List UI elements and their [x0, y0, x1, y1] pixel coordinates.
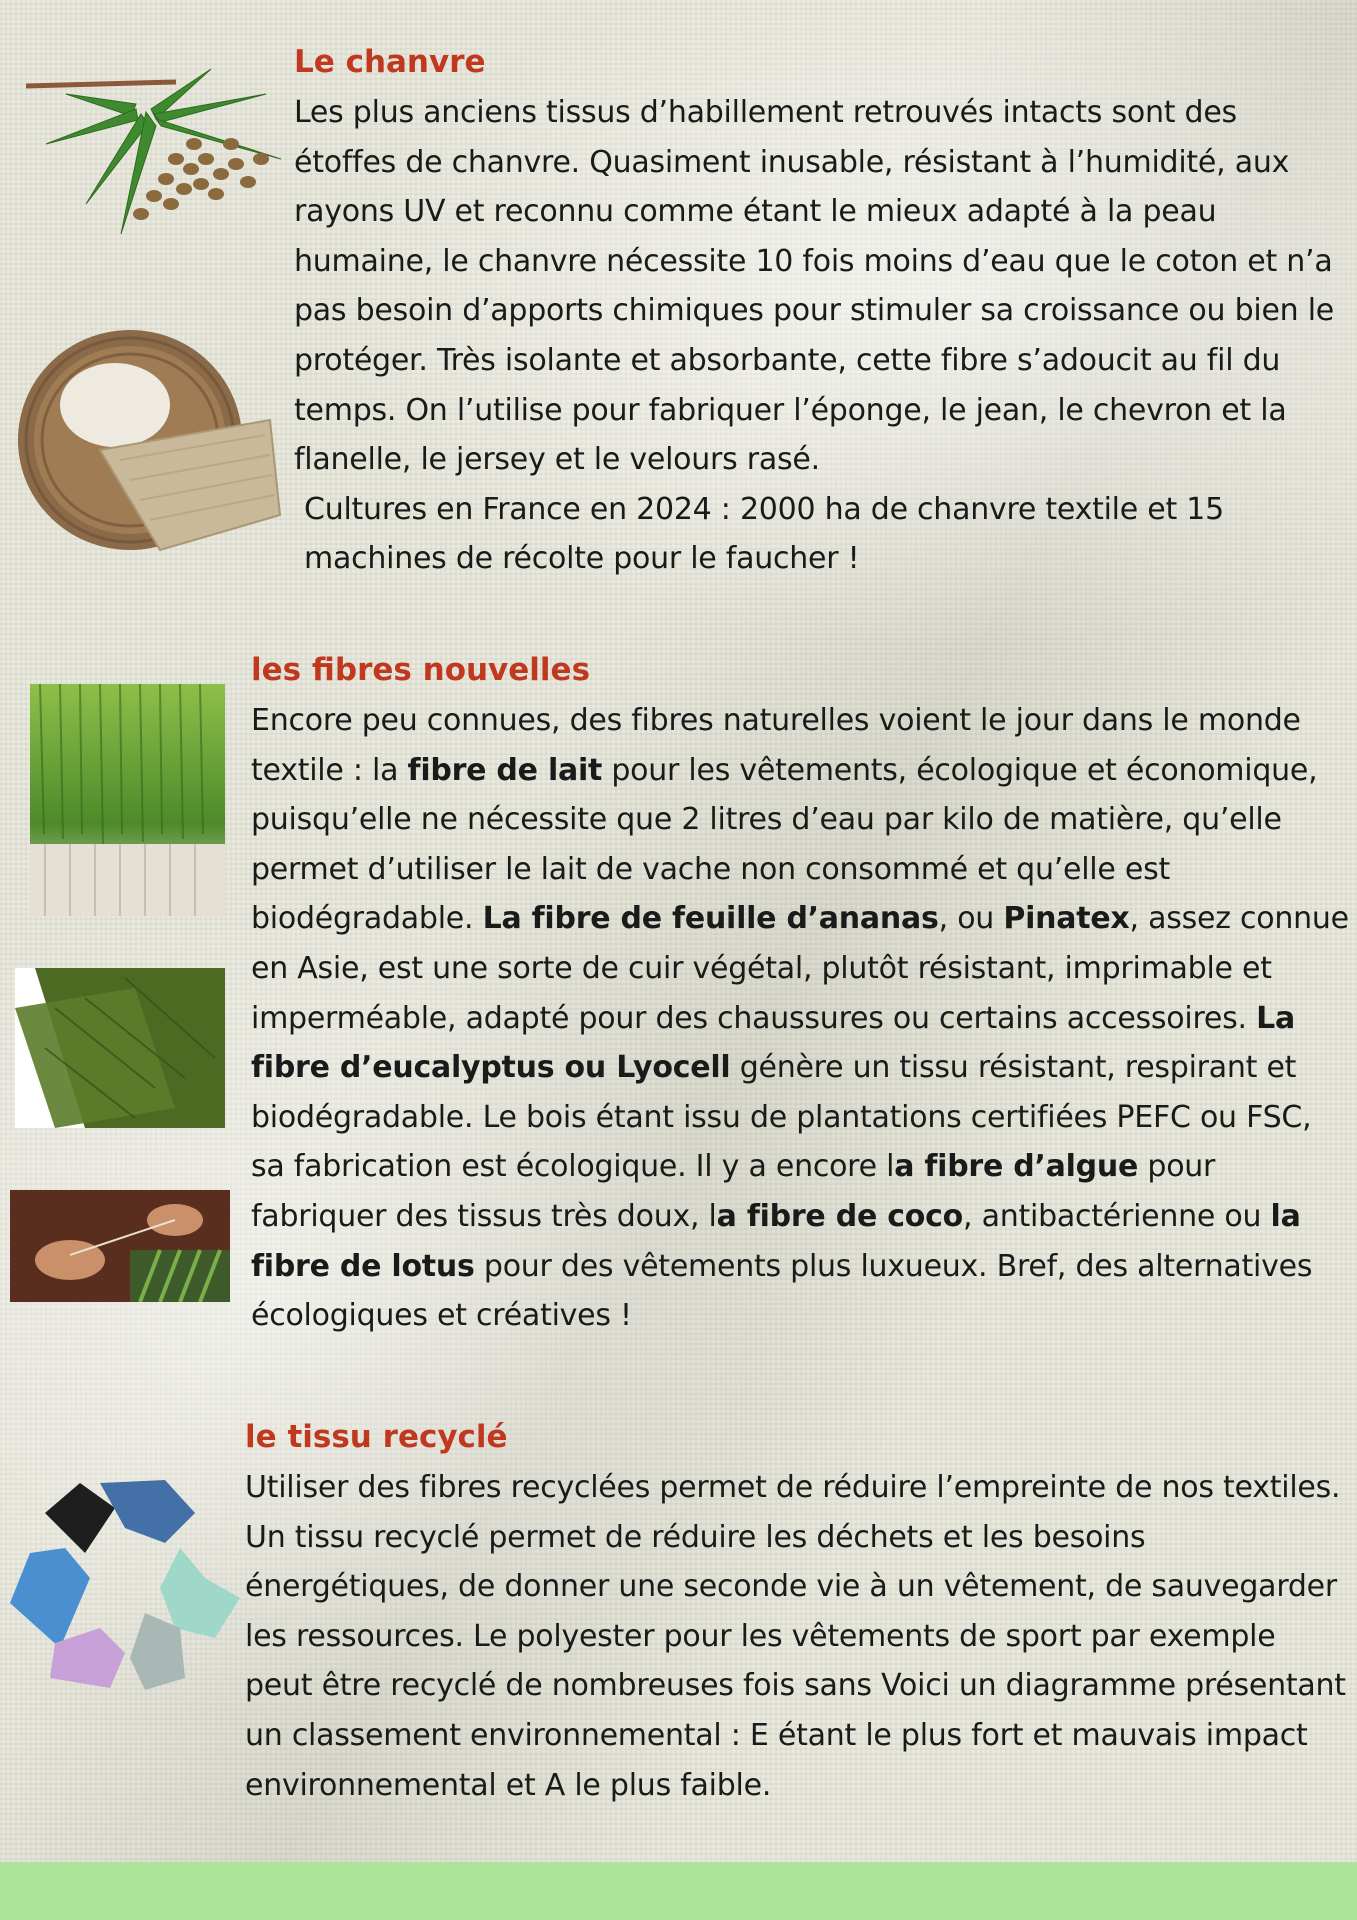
- term-pinatex: Pinatex: [1003, 901, 1130, 937]
- lotus-fibre-hands-image: [10, 1190, 230, 1302]
- section-fibres-nouvelles: [251, 650, 1351, 1341]
- term-fibre-lotus: la fibre de lotus: [251, 1198, 1301, 1284]
- term-fibre-coco: a fibre de coco: [716, 1198, 964, 1234]
- term-fibre-ananas: La fibre de feuille d’ananas: [482, 901, 939, 937]
- recycle-fabric-icon: [5, 1478, 245, 1693]
- basket-cloth-image: [10, 300, 285, 565]
- hemp-leaf-seeds-image: [26, 64, 296, 242]
- section-chanvre: [294, 42, 1344, 584]
- section-tissu-recycle: [245, 1417, 1350, 1810]
- term-fibre-eucalyptus: La fibre d’eucalyptus ou Lyocell: [251, 1000, 1295, 1086]
- term-fibre-algue: a fibre d’algue: [894, 1149, 1139, 1185]
- section-title-chanvre: Le chanvre: [294, 44, 486, 80]
- section-title-tissu-recycle: le tissu recyclé: [245, 1419, 508, 1455]
- section-body-fibres-nouvelles: Encore peu connues, des fibres naturelles voient le jour dans le monde textile : la fibre de lait pour les vêtements, écologique et économique, puisqu’elle ne nécessite que 2 litres d’eau par kilo de matière, qu’elle permet d’utiliser le lait de vache non consommé et qu’elle est biodégradable. La fibre de feuille d’ananas, ou Pinatex, assez connue en Asie, est une sorte de cuir végétal, plutôt résistant, imprimable et imperméable, adapté pour des chaussures ou certains accessoires. La fibre d’eucalyptus ou Lyocell génère un tissu résistant, respirant et biodégradable. Le bois étant issu de plantations certifiées PEFC ou FSC, sa fabrication est écologique. Il y a encore la fibre d’algue pour fabriquer des tissus très doux, la fibre de coco, antibactérienne ou la fibre de lotus pour des vêtements plus luxueux. Bref, des alternatives écologiques et créatives !: [251, 703, 1349, 1334]
- section-body-chanvre: Les plus anciens tissus d’habillement retrouvés intacts sont des étoffes de chanvre. Quasiment inusable, résistant à l’humidité, aux rayons UV et reconnu comme étant le mieux adapté à la peau humaine, le chanvre nécessite 10 fois moins d’eau que le coton et n’a pas besoin d’apports chimiques pour stimuler sa croissance ou bien le protéger. Très isolante et absorbante, cette fibre s’adoucit au fil du temps. On l’utilise pour fabriquer l’éponge, le jean, le chevron et la flanelle, le jersey et le velours rasé.: [294, 95, 1335, 478]
- grass-fibre-image: [30, 684, 225, 916]
- section-title-fibres-nouvelles: les fibres nouvelles: [251, 652, 591, 688]
- section-body-tissu-recycle: Utiliser des fibres recyclées permet de réduire l’empreinte de nos textiles. Un tissu recyclé permet de réduire les déchets et les besoins énergétiques, de donner une seconde vie à un vêtement, de sauvegarder les ressources. Le polyester pour les vêtements de sport par exemple peut être recyclé de nombreuses fois sans Voici un diagramme présentant un classement environnemental : E étant le plus fort et mauvais impact environnemental et A le plus faible.: [245, 1470, 1346, 1803]
- seaweed-sheet-image: [15, 968, 225, 1128]
- section-body-chanvre-cultures: Cultures en France en 2024 : 2000 ha de chanvre textile et 15 machines de récolte pour le faucher !: [304, 491, 1224, 577]
- term-fibre-de-lait: fibre de lait: [407, 752, 603, 788]
- footer-band: [0, 1862, 1357, 1920]
